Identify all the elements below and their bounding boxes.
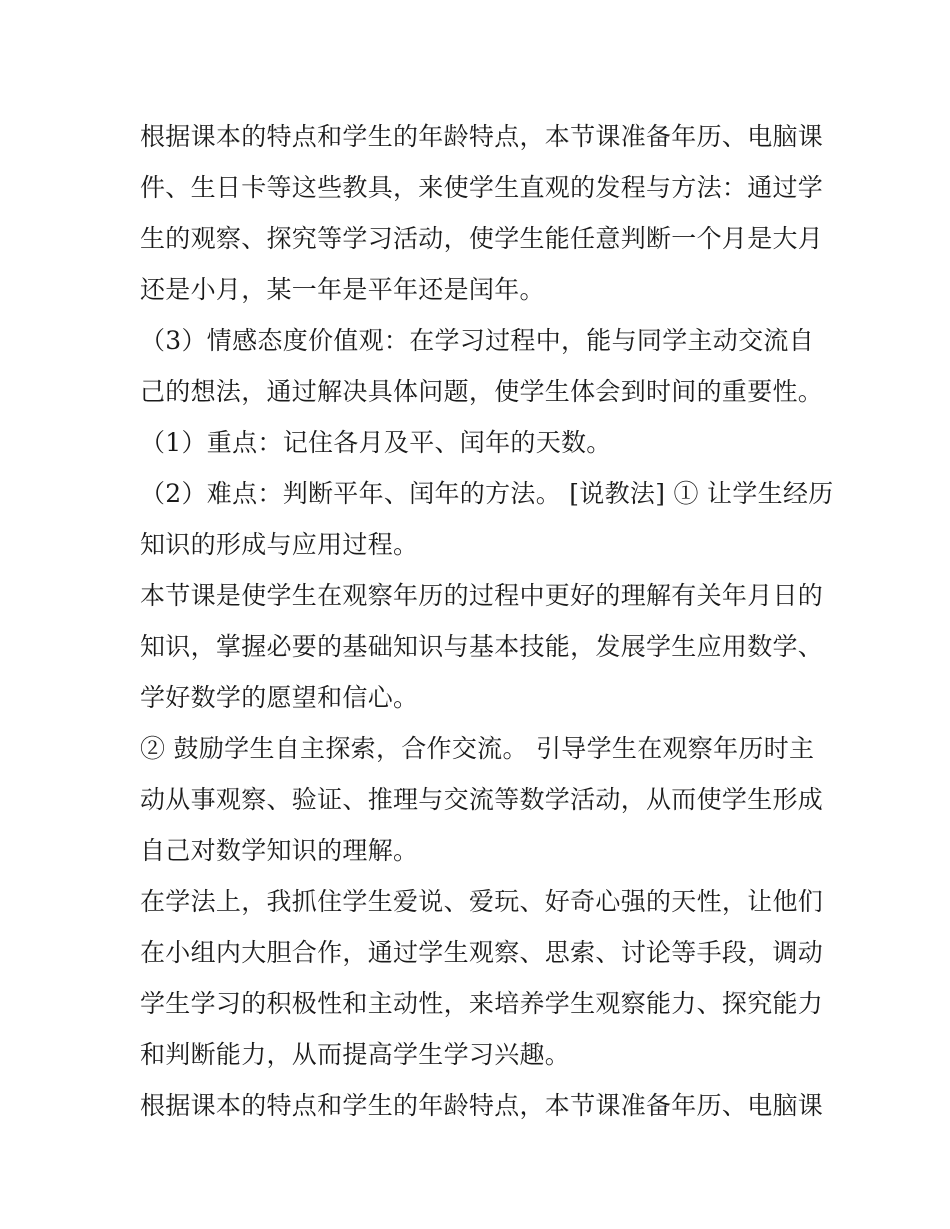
text-line: 学生学习的积极性和主动性，来培养学生观察能力、探究能力 bbox=[140, 989, 824, 1018]
text-line: 本节课是使学生在观察年历的过程中更好的理解有关年月日的 bbox=[140, 581, 824, 610]
text-line: 在学法上，我抓住学生爱说、爱玩、好奇心强的天性，让他们 bbox=[140, 887, 824, 916]
text-line: 动从事观察、验证、推理与交流等数学活动，从而使学生形成 bbox=[140, 785, 824, 814]
paragraph-preparation-repeat bbox=[140, 1080, 824, 1131]
paragraph-encourage-exploration bbox=[140, 723, 824, 876]
text-line: 和判断能力，从而提高学生学习兴趣。 bbox=[140, 1040, 571, 1069]
text-line: ② 鼓励学生自主探索，合作交流。 引导学生在观察年历时主 bbox=[140, 734, 815, 763]
text-line: 在小组内大胆合作，通过学生观察、思索、讨论等手段，调动 bbox=[140, 938, 824, 967]
text-line: （2）难点：判断平年、闰年的方法。 [说教法] ① 让学生经历 bbox=[140, 479, 834, 508]
document-body bbox=[140, 111, 834, 1131]
text-line: （1）重点：记住各月及平、闰年的天数。 bbox=[140, 428, 612, 457]
text-line: （3）情感态度价值观：在学习过程中，能与同学主动交流自 bbox=[140, 326, 815, 355]
text-line: 根据课本的特点和学生的年龄特点，本节课准备年历、电脑课 bbox=[140, 122, 824, 151]
text-line: 自己对数学知识的理解。 bbox=[140, 836, 419, 865]
text-line: 己的想法，通过解决具体问题，使学生体会到时间的重要性。 bbox=[140, 377, 824, 406]
text-line: 件、生日卡等这些教具，来使学生直观的发程与方法：通过学 bbox=[140, 173, 824, 202]
paragraph-lesson-purpose bbox=[140, 570, 824, 723]
paragraph-preparation bbox=[140, 111, 824, 315]
text-line: 生的观察、探究等学习活动，使学生能任意判断一个月是大月 bbox=[140, 224, 824, 253]
text-line: 知识，掌握必要的基础知识与基本技能，发展学生应用数学、 bbox=[140, 632, 824, 661]
paragraph-learning-method bbox=[140, 876, 824, 1080]
paragraph-difficult-point bbox=[140, 468, 834, 570]
text-line: 学好数学的愿望和信心。 bbox=[140, 683, 419, 712]
text-line: 知识的形成与应用过程。 bbox=[140, 530, 419, 559]
text-line: 根据课本的特点和学生的年龄特点，本节课准备年历、电脑课 bbox=[140, 1091, 824, 1120]
text-line: 还是小月，某一年是平年还是闰年。 bbox=[140, 275, 545, 304]
paragraph-key-point bbox=[140, 417, 820, 468]
paragraph-emotion-attitude bbox=[140, 315, 824, 417]
